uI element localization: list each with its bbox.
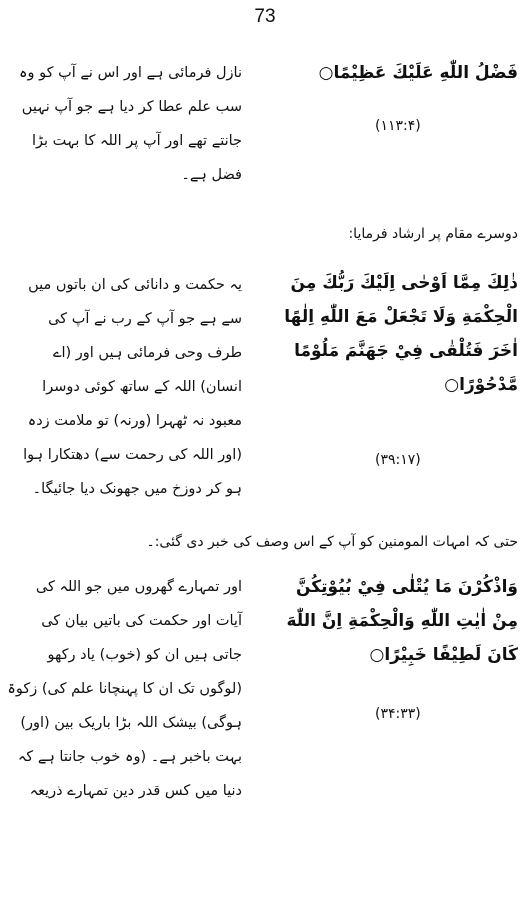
arabic-line: كَانَ لَطِيْفًا خَبِيْرًا○ [369,645,518,665]
arabic-verse-1 [263,56,518,90]
urdu-line: انسان) اللہ کے ساتھ کوئی دوسرا [42,379,242,395]
verse-reference-2: (۳۹:۱۷) [375,452,421,468]
arabic-line: الْحِكْمَةِ وَلَا تَجْعَلْ مَعَ اللّٰهِ اِلٰهًا [284,307,518,327]
urdu-line: آیات اور حکمت کی باتیں بیان کی [41,613,242,629]
arabic-line: وَاذْكُرْنَ مَا يُتْلٰى فِيْ بُيُوْتِكُنَّ [295,577,518,597]
section-heading-3: حتی کہ امہات المومنین کو آپ کے اس وصف کی خبر دی گئی:۔ [146,534,518,550]
urdu-translation-1 [10,56,242,192]
urdu-line: (لوگوں تک ان کا پہنچانا علم کی) زکوۃ [7,681,242,697]
urdu-line: سب علم عطا کر دیا ہے جو آپ نہیں [21,99,242,115]
urdu-line: طرف وحی فرمائی ہیں اور (اے [52,345,242,361]
arabic-line: اٰخَرَ فَتُلْقٰى فِيْ جَهَنَّمَ مَلُوْمًا [294,341,518,361]
urdu-line: معبود نہ ٹھہرا (ورنہ) تو ملامت زدہ [27,413,242,429]
urdu-line: اور تمہارے گھروں میں جو اللہ کی [35,579,242,595]
urdu-line: ہو کر دوزخ میں جھونک دیا جائیگا۔ [32,481,242,497]
verse-reference-3: (۳۴:۳۳) [375,706,421,722]
urdu-line: دنیا میں کس قدر دین تمہارے ذریعہ [29,783,242,799]
arabic-line: فَضْلُ اللّٰهِ عَلَيْكَ عَظِيْمًا○ [318,63,518,83]
verse-reference-1: (۱۱۳:۴) [375,118,421,134]
urdu-translation-3 [7,570,242,808]
urdu-line: سے ہے جو آپ کے رب نے آپ کی [48,311,242,327]
urdu-line: جانتے تھے اور آپ پر اللہ کا بہت بڑا [31,133,242,149]
arabic-verse-3 [263,570,518,672]
section-heading-2: دوسرے مقام پر ارشاد فرمایا: [348,226,518,242]
urdu-line: ہوگی) بیشک اللہ بڑا باریک بین (اور) [20,715,242,731]
urdu-line: بہت باخبر ہے۔ (وہ خوب جانتا ہے کہ [17,749,242,765]
arabic-line: مِنْ اٰيٰتِ اللّٰهِ وَالْحِكْمَةِ اِنَّ اللّٰهَ [286,611,518,631]
urdu-line: فضل ہے۔ [181,167,242,183]
urdu-line: (اور اللہ کی رحمت سے) دھتکارا ہوا [23,447,242,463]
arabic-line: ذٰلِكَ مِمَّا اَوْحٰى اِلَيْكَ رَبُّكَ مِنَ [290,273,518,293]
urdu-translation-2 [10,268,242,506]
urdu-line: نازل فرمائی ہے اور اس نے آپ کو وہ [19,65,242,81]
arabic-verse-2 [263,266,518,402]
urdu-line: جاتی ہیں ان کو (خوب) یاد رکھو [47,647,242,663]
arabic-line: مَّدْحُوْرًا○ [444,375,518,395]
urdu-line: یہ حکمت و دانائی کی ان باتوں میں [28,277,242,293]
page-number: 73 [254,6,276,27]
